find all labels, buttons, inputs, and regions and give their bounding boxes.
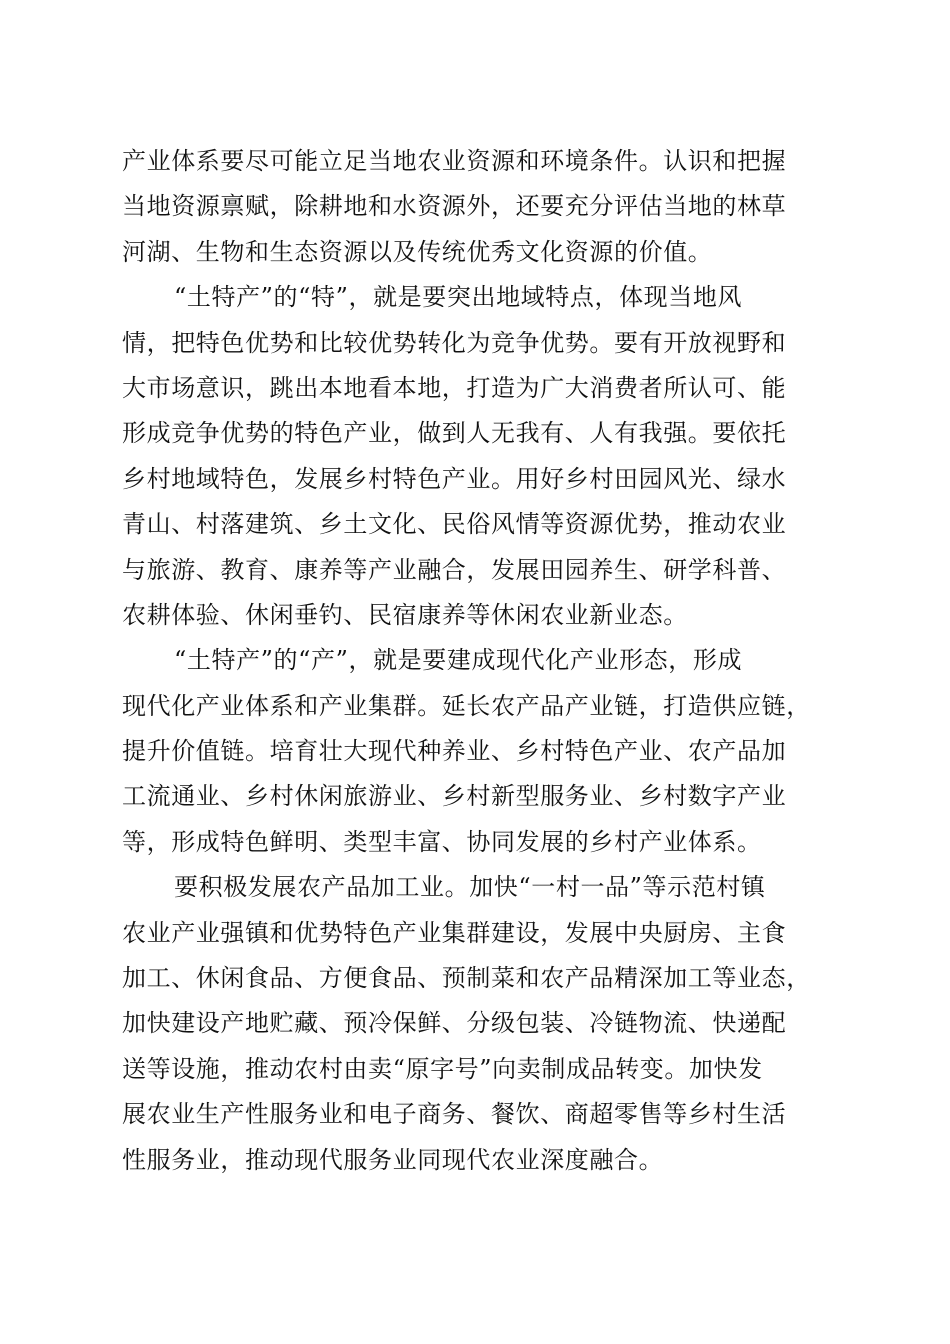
text-line: 青山、村落建筑、乡土文化、民俗风情等资源优势，推动农业: [122, 510, 787, 539]
text-line: 农耕体验、休闲垂钓、民宿康养等休闲农业新业态。: [122, 600, 688, 629]
text-line: 与旅游、教育、康养等产业融合，发展田园养生、研学科普、: [122, 555, 787, 584]
paragraph-start-line: 要积极发展农产品加工业。加快“一村一品”等示范村镇: [174, 873, 766, 902]
text-line: 农业产业强镇和优势特色产业集群建设，发展中央厨房、主食: [122, 918, 787, 947]
text-line: 等，形成特色鲜明、类型丰富、协同发展的乡村产业体系。: [122, 827, 762, 856]
text-line: 产业体系要尽可能立足当地农业资源和环境条件。认识和把握: [122, 147, 787, 175]
text-line: 现代化产业体系和产业集群。延长农产品产业链，打造供应链，: [122, 691, 811, 720]
document-body: [122, 139, 830, 1183]
text-line: 当地资源禀赋，除耕地和水资源外，还要充分评估当地的林草: [122, 192, 787, 221]
text-line: 展农业生产性服务业和电子商务、餐饮、商超零售等乡村生活: [122, 1100, 787, 1129]
text-line: 情，把特色优势和比较优势转化为竞争优势。要有开放视野和: [122, 328, 787, 357]
paragraph-start-line: “土特产”的“特”，就是要突出地域特点，体现当地风: [174, 283, 743, 312]
text-line: 送等设施，推动农村由卖“原字号”向卖制成品转变。加快发: [122, 1054, 763, 1083]
text-line: 提升价值链。培育壮大现代种养业、乡村特色产业、农产品加: [122, 737, 787, 766]
text-line: 河湖、生物和生态资源以及传统优秀文化资源的价值。: [122, 237, 713, 266]
text-line: 大市场意识，跳出本地看本地，打造为广大消费者所认可、能: [122, 373, 787, 402]
text-line: 乡村地域特色，发展乡村特色产业。用好乡村田园风光、绿水: [122, 464, 787, 493]
text-line: 加工、休闲食品、方便食品、预制菜和农产品精深加工等业态，: [122, 964, 811, 993]
text-line: 性服务业，推动现代服务业同现代农业深度融合。: [122, 1145, 664, 1174]
paragraph-start-line: “土特产”的“产”，就是要建成现代化产业形态，形成: [174, 646, 743, 675]
text-line: 工流通业、乡村休闲旅游业、乡村新型服务业、乡村数字产业: [122, 782, 787, 811]
text-line: 加快建设产地贮藏、预冷保鲜、分级包装、冷链物流、快递配: [122, 1009, 787, 1038]
text-line: 形成竞争优势的特色产业，做到人无我有、人有我强。要依托: [122, 419, 787, 448]
